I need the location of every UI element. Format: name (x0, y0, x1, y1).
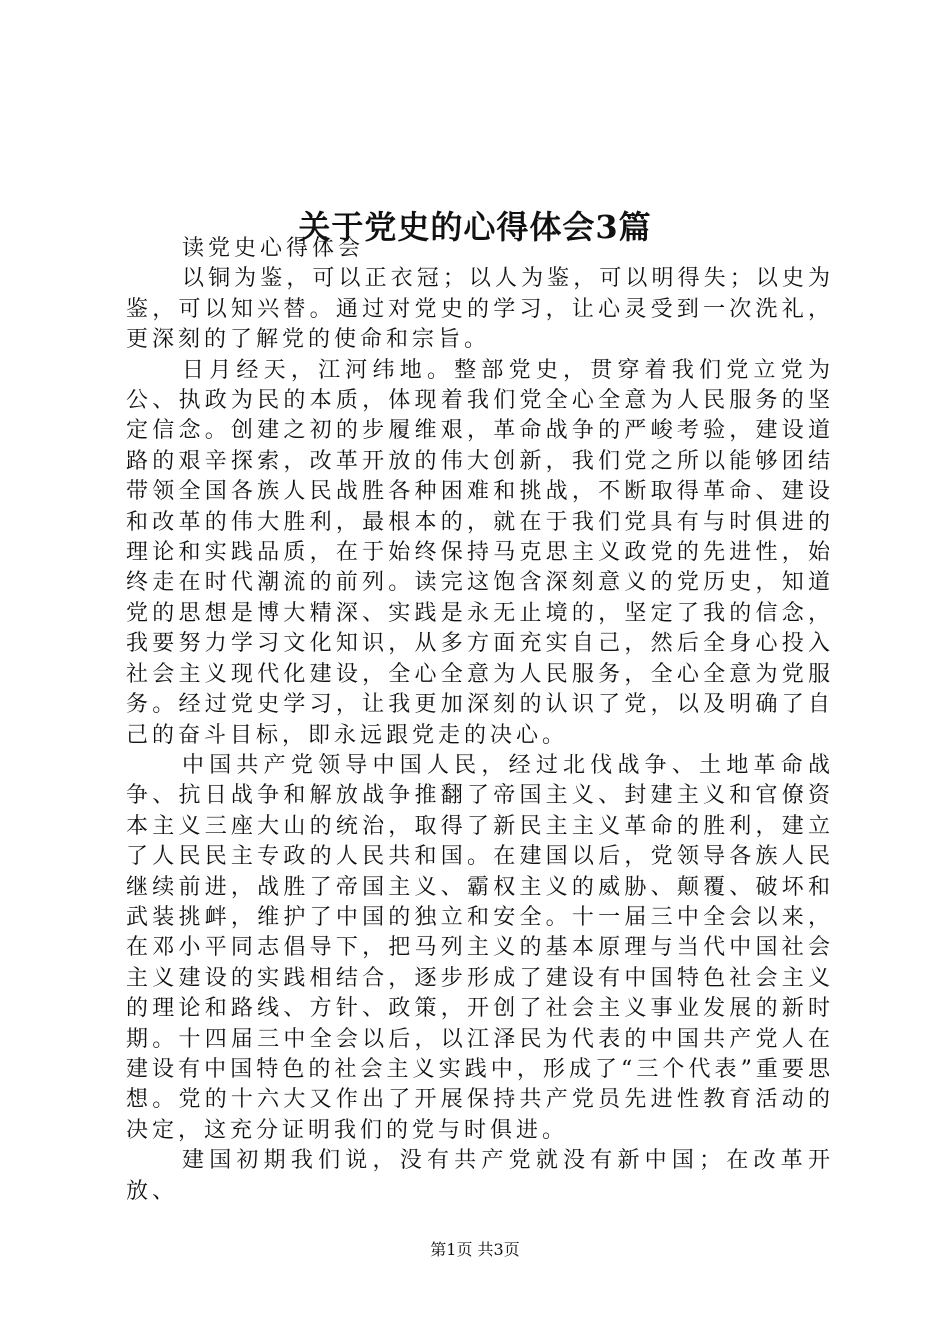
document-body (126, 234, 834, 1207)
page-footer: 第1页 共3页 (430, 1240, 520, 1259)
paragraph-4: 建国初期我们说，没有共产党就没有新中国；在改革开放、 (126, 1148, 834, 1204)
paragraph-2: 日月经天，江河纬地。整部党史，贯穿着我们党立党为公、执政为民的本质，体现着我们党全心全意为人民服务的坚定信念。创建之初的步履维艰，革命战争的严峻考验，建设道路的艰辛探索，改革开放的伟大创新，我们党之所以能够团结带领全国各族人民战胜各种困难和挑战，不断取得革命、建设和改革的伟大胜利，最根本的，就在于我们党具有与时俱进的理论和实践品质，在于始终保持马克思主义政党的先进性，始终走在时代潮流的前列。读完这饱含深刻意义的党历史，知道党的思想是博大精深、实践是永无止境的，坚定了我的信念，我要努力学习文化知识，从多方面充实自己，然后全身心投入社会主义现代化建设，全心全意为人民服务，全心全意为党服务。经过党史学习，让我更加深刻的认识了党，以及明确了自己的奋斗目标，即永远跟党走的决心。 (126, 357, 834, 748)
section-heading: 读党史心得体会 (182, 236, 365, 261)
paragraph-3: 中国共产党领导中国人民，经过北伐战争、土地革命战争、抗日战争和解放战争推翻了帝国主义、封建主义和官僚资本主义三座大山的统治，取得了新民主主义革命的胜利，建立了人民民主专政的人民共和国。在建国以后，党领导各族人民继续前进，战胜了帝国主义、霸权主义的威胁、颠覆、破坏和武装挑衅，维护了中国的独立和安全。十一届三中全会以来，在邓小平同志倡导下，把马列主义的基本原理与当代中国社会主义建设的实践相结合，逐步形成了建设有中国特色社会主义的理论和路线、方针、政策，开创了社会主义事业发展的新时期。十四届三中全会以后，以江泽民为代表的中国共产党人在建设有中国特色的社会主义实践中，形成了“三个代表”重要思想。党的十六大又作出了开展保持共产党员先进性教育活动的决定，这充分证明我们的党与时俱进。 (126, 752, 834, 1143)
document-title: 关于党史的心得体会3篇 (298, 208, 652, 247)
paragraph-1: 以铜为鉴，可以正衣冠；以人为鉴，可以明得失；以史为鉴，可以知兴替。通过对党史的学习，让心灵受到一次洗礼，更深刻的了解党的使命和宗旨。 (126, 266, 834, 353)
